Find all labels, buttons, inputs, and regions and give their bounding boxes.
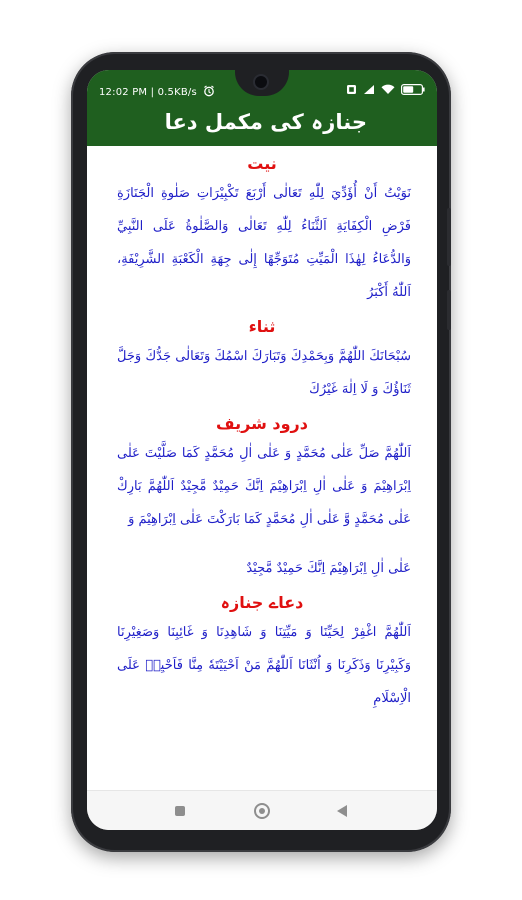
volume-button <box>447 208 451 266</box>
alarm-icon <box>203 85 215 100</box>
front-camera <box>255 76 267 88</box>
content-scroll-area[interactable] <box>87 146 437 790</box>
section-heading-dua-janaza: دعاے جنازہ <box>220 593 304 612</box>
sim-icon <box>346 84 357 98</box>
section-heading-durood: درود شریف <box>216 414 308 433</box>
system-nav-bar <box>87 790 437 830</box>
section-text-sana: سُبْحَانَكَ اللّٰهُمَّ وَبِحَمْدِكَ وَتَبَارَكَ اسْمُكَ وَتَعَالٰى جَدُّكَ وَجَلَّ ثَنَاؤُكَ وَ لَا اِلٰهَ غَيْرُكَ <box>117 349 411 397</box>
section-heading-niyat: نیت <box>247 154 277 173</box>
back-icon[interactable] <box>337 805 347 817</box>
section-heading-sana: ثناء <box>248 317 276 336</box>
battery-icon <box>401 84 425 98</box>
status-time: 12:02 PM | 0.5KB/s <box>99 87 197 98</box>
page-title: جنازہ کی مکمل دعا <box>164 110 367 134</box>
section-text-dua-janaza: اَللّٰهُمَّ اغْفِرْ لِحَيِّنَا وَ مَيِّتِنَا وَ شَاهِدِنَا وَ غَائِبِنَا وَصَغِيْرِنَا وَكَبِيْرِنَا وَذَكَرِنَا وَ اُنْثَانَا اَللّٰهُمَّ مَنْ اَحْيَيْتَهٗ مِنَّا فَاَحْيِهٖ عَلَى الْاِسْلَامِ <box>117 625 411 706</box>
power-button <box>447 290 451 330</box>
app-bar <box>87 104 437 146</box>
wifi-icon <box>381 84 395 98</box>
phone-screen <box>87 70 437 830</box>
section-text-niyat: نَوَيْتُ أَنْ أُؤَدِّيَ لِلّٰهِ تَعَالٰى أَرْبَعَ تَكْبِيْرَاتِ صَلٰوةِ الْجَنَازَةِ فَرْضِ الْكِفَايَةِ اَلثَّنَاءُ لِلّٰهِ تَعَالٰى وَالصَّلٰوةُ عَلَى النَّبِيِّ وَالدُّعَاءُ لِهٰذَا الْمَيِّتِ مُتَوَجِّهًا إِلٰى جِهَةِ الْكَعْبَةِ الشَّرِيْفَةِ، اَللّٰهُ أَكْبَرُ <box>117 186 411 300</box>
recents-icon[interactable] <box>175 806 185 816</box>
section-text-durood: اَللّٰهُمَّ صَلِّ عَلٰى مُحَمَّدٍ وَ عَلٰى اٰلِ مُحَمَّدٍ كَمَا صَلَّيْتَ عَلٰى اِبْرَاهِيْمَ وَ عَلٰى اٰلِ اِبْرَاهِيْمَ اِنَّكَ حَمِيْدٌ مَّجِيْدٌ اَللّٰهُمَّ بَارِكْ عَلٰى مُحَمَّدٍ وَّ عَلٰى اٰلِ مُحَمَّدٍ كَمَا بَارَكْتَ عَلٰى اِبْرَاهِيْمَ وَ <box>117 446 411 527</box>
signal-icon <box>363 84 375 98</box>
home-icon[interactable] <box>254 803 270 819</box>
section-text-durood-end: عَلٰى اٰلِ اِبْرَاهِيْمَ اِنَّكَ حَمِيْدٌ مَّجِيْدٌ <box>246 561 411 576</box>
